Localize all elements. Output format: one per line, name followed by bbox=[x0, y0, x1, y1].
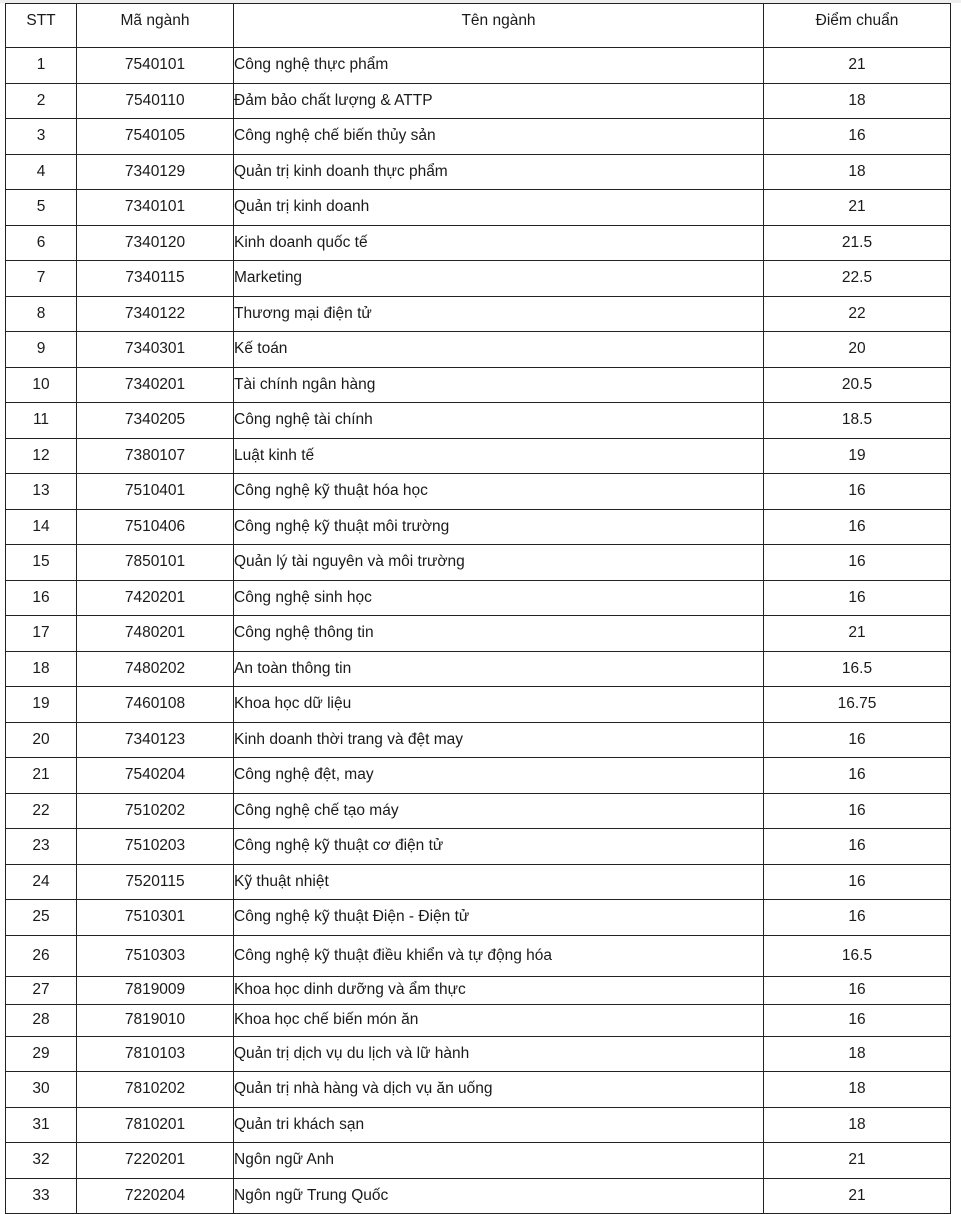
cell-cutoff-score: 21 bbox=[764, 48, 951, 84]
cell-major-name: Quản tri khách sạn bbox=[234, 1107, 764, 1143]
cell-major-code: 7420201 bbox=[77, 580, 234, 616]
cell-major-code: 7340123 bbox=[77, 722, 234, 758]
cell-major-name: Ngôn ngữ Trung Quốc bbox=[234, 1178, 764, 1214]
cell-major-name: Công nghệ kỹ thuật hóa học bbox=[234, 474, 764, 510]
cell-stt: 18 bbox=[6, 651, 77, 687]
cell-major-name: Công nghệ thực phẩm bbox=[234, 48, 764, 84]
cell-cutoff-score: 18 bbox=[764, 1036, 951, 1072]
cell-major-name: Công nghệ kỹ thuật điều khiển và tự động hóa bbox=[234, 935, 764, 976]
cell-major-code: 7380107 bbox=[77, 438, 234, 474]
table-row bbox=[6, 1072, 951, 1108]
cell-major-code: 7819009 bbox=[77, 976, 234, 1004]
table-row bbox=[6, 976, 951, 1004]
cell-major-name: Quản trị nhà hàng và dịch vụ ăn uống bbox=[234, 1072, 764, 1108]
cell-cutoff-score: 16 bbox=[764, 829, 951, 865]
cell-stt: 12 bbox=[6, 438, 77, 474]
cell-cutoff-score: 16 bbox=[764, 474, 951, 510]
cell-major-name: Khoa học dinh dưỡng và ẩm thực bbox=[234, 976, 764, 1004]
cell-stt: 26 bbox=[6, 935, 77, 976]
cell-major-code: 7850101 bbox=[77, 545, 234, 581]
cell-major-name: Công nghệ sinh học bbox=[234, 580, 764, 616]
cell-cutoff-score: 16 bbox=[764, 722, 951, 758]
cell-major-code: 7819010 bbox=[77, 1004, 234, 1036]
cell-stt: 15 bbox=[6, 545, 77, 581]
admission-score-table bbox=[5, 3, 951, 1214]
cell-major-name: Công nghệ đệt, may bbox=[234, 758, 764, 794]
cell-major-name: Thương mại điện tử bbox=[234, 296, 764, 332]
cell-major-code: 7480201 bbox=[77, 616, 234, 652]
cell-major-code: 7510401 bbox=[77, 474, 234, 510]
cell-cutoff-score: 22 bbox=[764, 296, 951, 332]
table-row bbox=[6, 580, 951, 616]
cell-major-name: Kỹ thuật nhiệt bbox=[234, 864, 764, 900]
cell-major-code: 7340120 bbox=[77, 225, 234, 261]
cell-cutoff-score: 16 bbox=[764, 976, 951, 1004]
cell-stt: 10 bbox=[6, 367, 77, 403]
cell-major-code: 7510303 bbox=[77, 935, 234, 976]
cell-cutoff-score: 20.5 bbox=[764, 367, 951, 403]
cell-stt: 14 bbox=[6, 509, 77, 545]
table-row bbox=[6, 864, 951, 900]
cell-stt: 7 bbox=[6, 261, 77, 297]
table-row bbox=[6, 1143, 951, 1179]
cell-stt: 28 bbox=[6, 1004, 77, 1036]
cell-major-name: Quản trị kinh doanh bbox=[234, 190, 764, 226]
cell-stt: 2 bbox=[6, 83, 77, 119]
cell-cutoff-score: 18 bbox=[764, 154, 951, 190]
table-row bbox=[6, 545, 951, 581]
table-row bbox=[6, 900, 951, 936]
cell-major-name: Khoa học chế biến món ăn bbox=[234, 1004, 764, 1036]
cell-stt: 6 bbox=[6, 225, 77, 261]
cell-cutoff-score: 20 bbox=[764, 332, 951, 368]
cell-stt: 25 bbox=[6, 900, 77, 936]
cell-major-name: Công nghệ thông tin bbox=[234, 616, 764, 652]
cell-cutoff-score: 16 bbox=[764, 509, 951, 545]
table-row bbox=[6, 758, 951, 794]
cell-major-code: 7520115 bbox=[77, 864, 234, 900]
cell-major-name: Marketing bbox=[234, 261, 764, 297]
cell-major-code: 7340129 bbox=[77, 154, 234, 190]
table-row bbox=[6, 225, 951, 261]
cell-major-name: Công nghệ kỹ thuật Điện - Điện tử bbox=[234, 900, 764, 936]
cell-cutoff-score: 16.75 bbox=[764, 687, 951, 723]
cell-cutoff-score: 18 bbox=[764, 1072, 951, 1108]
cell-major-name: Quản trị dịch vụ du lịch và lữ hành bbox=[234, 1036, 764, 1072]
cell-major-name: Kinh doanh thời trang và đệt may bbox=[234, 722, 764, 758]
table-row bbox=[6, 332, 951, 368]
cell-major-code: 7510202 bbox=[77, 793, 234, 829]
cell-major-code: 7340122 bbox=[77, 296, 234, 332]
cell-major-code: 7510203 bbox=[77, 829, 234, 865]
cell-cutoff-score: 18 bbox=[764, 1107, 951, 1143]
header-cutoff-score: Điểm chuẩn bbox=[764, 4, 951, 48]
cell-major-code: 7460108 bbox=[77, 687, 234, 723]
cell-stt: 33 bbox=[6, 1178, 77, 1214]
cell-major-name: Công nghệ tài chính bbox=[234, 403, 764, 439]
cell-cutoff-score: 21 bbox=[764, 190, 951, 226]
cell-major-code: 7340115 bbox=[77, 261, 234, 297]
cell-stt: 8 bbox=[6, 296, 77, 332]
table-row bbox=[6, 616, 951, 652]
cell-major-name: Quản lý tài nguyên và môi trường bbox=[234, 545, 764, 581]
table-row bbox=[6, 1004, 951, 1036]
cell-stt: 3 bbox=[6, 119, 77, 155]
cell-major-code: 7340101 bbox=[77, 190, 234, 226]
cell-major-code: 7220204 bbox=[77, 1178, 234, 1214]
table-row bbox=[6, 509, 951, 545]
cell-cutoff-score: 16.5 bbox=[764, 651, 951, 687]
table-row bbox=[6, 438, 951, 474]
cell-cutoff-score: 16 bbox=[764, 793, 951, 829]
cell-cutoff-score: 16 bbox=[764, 900, 951, 936]
table-row bbox=[6, 829, 951, 865]
cell-major-name: Tài chính ngân hàng bbox=[234, 367, 764, 403]
table-row bbox=[6, 1178, 951, 1214]
cell-major-code: 7810202 bbox=[77, 1072, 234, 1108]
cell-stt: 5 bbox=[6, 190, 77, 226]
cell-cutoff-score: 19 bbox=[764, 438, 951, 474]
cell-stt: 22 bbox=[6, 793, 77, 829]
cell-major-code: 7540105 bbox=[77, 119, 234, 155]
cell-major-code: 7340201 bbox=[77, 367, 234, 403]
cell-stt: 27 bbox=[6, 976, 77, 1004]
table-row bbox=[6, 1107, 951, 1143]
header-major-name: Tên ngành bbox=[234, 4, 764, 48]
cell-stt: 4 bbox=[6, 154, 77, 190]
cell-major-code: 7340205 bbox=[77, 403, 234, 439]
cell-stt: 21 bbox=[6, 758, 77, 794]
cell-cutoff-score: 18 bbox=[764, 83, 951, 119]
cell-cutoff-score: 16 bbox=[764, 758, 951, 794]
cell-cutoff-score: 22.5 bbox=[764, 261, 951, 297]
table-row bbox=[6, 651, 951, 687]
cell-major-name: Kế toán bbox=[234, 332, 764, 368]
cell-cutoff-score: 21 bbox=[764, 1143, 951, 1179]
cell-major-code: 7810103 bbox=[77, 1036, 234, 1072]
cell-cutoff-score: 16.5 bbox=[764, 935, 951, 976]
header-major-code: Mã ngành bbox=[77, 4, 234, 48]
cell-major-name: Công nghệ kỹ thuật cơ điện tử bbox=[234, 829, 764, 865]
cell-major-code: 7220201 bbox=[77, 1143, 234, 1179]
cell-stt: 23 bbox=[6, 829, 77, 865]
table-row bbox=[6, 687, 951, 723]
cell-major-name: Đảm bảo chất lượng & ATTP bbox=[234, 83, 764, 119]
cell-major-name: Quản trị kinh doanh thực phẩm bbox=[234, 154, 764, 190]
cell-stt: 17 bbox=[6, 616, 77, 652]
cell-stt: 1 bbox=[6, 48, 77, 84]
cell-stt: 19 bbox=[6, 687, 77, 723]
cell-stt: 20 bbox=[6, 722, 77, 758]
cell-cutoff-score: 16 bbox=[764, 864, 951, 900]
cell-cutoff-score: 16 bbox=[764, 580, 951, 616]
cell-major-name: Luật kinh tế bbox=[234, 438, 764, 474]
table-row bbox=[6, 793, 951, 829]
cell-stt: 9 bbox=[6, 332, 77, 368]
table-row bbox=[6, 190, 951, 226]
cell-stt: 29 bbox=[6, 1036, 77, 1072]
cell-stt: 32 bbox=[6, 1143, 77, 1179]
table-body bbox=[6, 48, 951, 1214]
cell-major-name: Công nghệ kỹ thuật môi trường bbox=[234, 509, 764, 545]
table-row bbox=[6, 935, 951, 976]
cell-major-name: Công nghệ chế biến thủy sản bbox=[234, 119, 764, 155]
table-row bbox=[6, 261, 951, 297]
cell-major-code: 7540101 bbox=[77, 48, 234, 84]
table-row bbox=[6, 296, 951, 332]
cell-stt: 30 bbox=[6, 1072, 77, 1108]
table-header-row bbox=[6, 4, 951, 48]
cell-cutoff-score: 18.5 bbox=[764, 403, 951, 439]
cell-major-code: 7340301 bbox=[77, 332, 234, 368]
cell-major-code: 7540110 bbox=[77, 83, 234, 119]
cell-stt: 31 bbox=[6, 1107, 77, 1143]
cell-major-name: Ngôn ngữ Anh bbox=[234, 1143, 764, 1179]
cell-major-name: An toàn thông tin bbox=[234, 651, 764, 687]
cell-major-code: 7480202 bbox=[77, 651, 234, 687]
cell-cutoff-score: 21.5 bbox=[764, 225, 951, 261]
table-row bbox=[6, 474, 951, 510]
table-row bbox=[6, 403, 951, 439]
cell-stt: 24 bbox=[6, 864, 77, 900]
cell-stt: 11 bbox=[6, 403, 77, 439]
cell-stt: 16 bbox=[6, 580, 77, 616]
table-row bbox=[6, 119, 951, 155]
table-row bbox=[6, 83, 951, 119]
table-row bbox=[6, 722, 951, 758]
cell-major-name: Công nghệ chế tạo máy bbox=[234, 793, 764, 829]
table-row bbox=[6, 154, 951, 190]
cell-stt: 13 bbox=[6, 474, 77, 510]
cell-cutoff-score: 16 bbox=[764, 1004, 951, 1036]
cell-major-name: Khoa học dữ liệu bbox=[234, 687, 764, 723]
cell-cutoff-score: 16 bbox=[764, 119, 951, 155]
table-row bbox=[6, 1036, 951, 1072]
cell-cutoff-score: 21 bbox=[764, 616, 951, 652]
cell-major-name: Kinh doanh quốc tế bbox=[234, 225, 764, 261]
cell-major-code: 7510301 bbox=[77, 900, 234, 936]
table-row bbox=[6, 367, 951, 403]
table-row bbox=[6, 48, 951, 84]
header-stt: STT bbox=[6, 4, 77, 48]
cell-major-code: 7810201 bbox=[77, 1107, 234, 1143]
cell-cutoff-score: 16 bbox=[764, 545, 951, 581]
cell-major-code: 7540204 bbox=[77, 758, 234, 794]
cell-cutoff-score: 21 bbox=[764, 1178, 951, 1214]
cell-major-code: 7510406 bbox=[77, 509, 234, 545]
